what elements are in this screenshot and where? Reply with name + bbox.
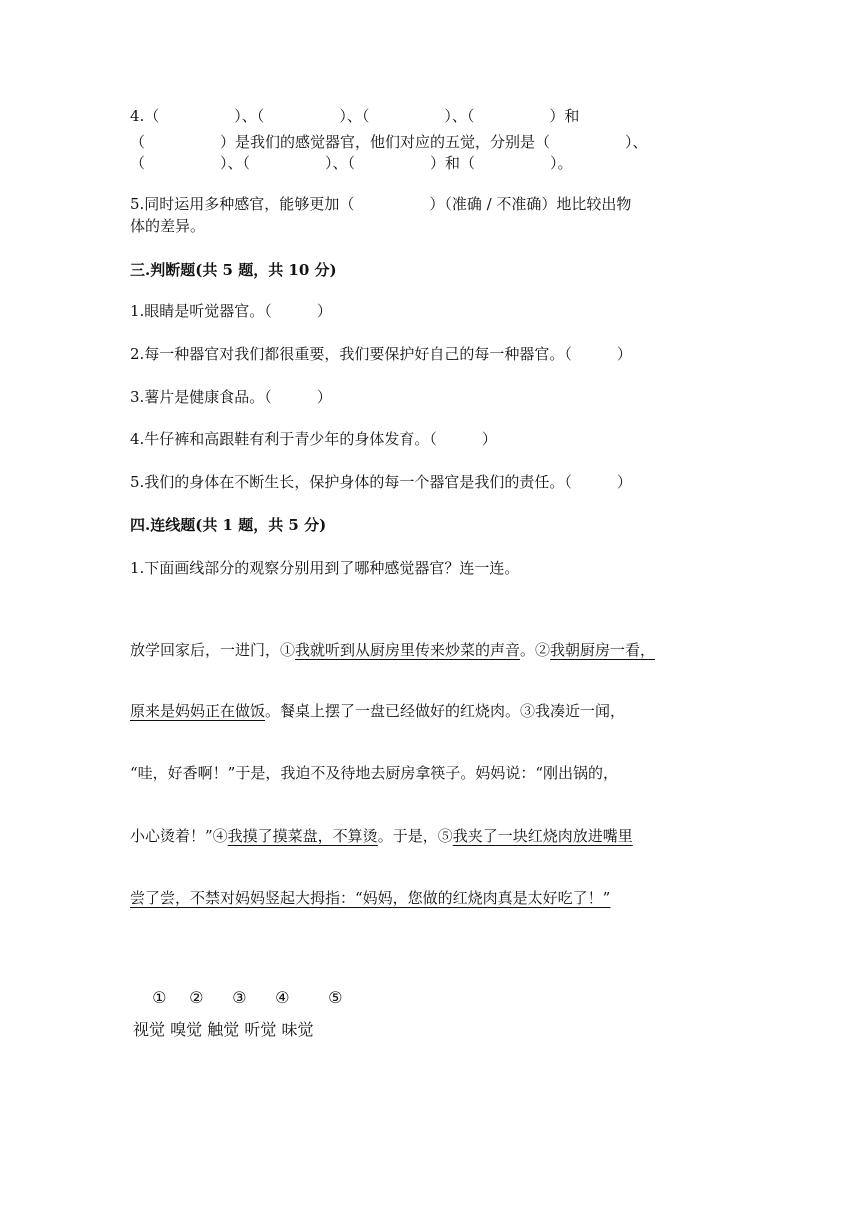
passage-text: 。于是，⑤: [377, 827, 453, 845]
judge-item-3: 3.薯片是健康食品。（ ）: [130, 388, 332, 406]
passage-text: 。②: [520, 641, 551, 659]
sense-option[interactable]: 视觉: [133, 1020, 166, 1039]
q4-line-2: （ ）是我们的感觉器官，他们对应的五觉，分别是（ ）、: [130, 133, 648, 151]
passage-line-2: [130, 701, 625, 721]
underlined-hearing: 我就听到从厨房里传来炒菜的声音: [295, 641, 521, 659]
match-number[interactable]: ③: [232, 988, 247, 1007]
sense-option[interactable]: 听觉: [244, 1020, 277, 1039]
passage-line-1: [130, 640, 655, 660]
underlined-sight: 我朝厨房一看，: [550, 641, 656, 659]
sense-option[interactable]: 嗅觉: [170, 1020, 203, 1039]
sense-option[interactable]: 味觉: [281, 1020, 314, 1039]
match-number[interactable]: ⑤: [328, 988, 343, 1007]
passage-line-3: “哇，好香啊！”于是，我迫不及待地去厨房拿筷子。妈妈说：“刚出锅的，: [130, 764, 619, 782]
underlined-taste: 我夹了一块红烧肉放进嘴里: [452, 827, 633, 845]
passage-line-5: 尝了尝，不禁对妈妈竖起大拇指：“妈妈，您做的红烧肉真是太好吃了！”: [130, 889, 611, 907]
judge-item-5: 5.我们的身体在不断生长，保护身体的每一个器官是我们的责任。（ ）: [130, 473, 632, 491]
section-match-heading: 四.连线题(共 1 题，共 5 分): [130, 516, 327, 534]
passage-text: 小心烫着！”④: [130, 827, 228, 845]
match-number[interactable]: ④: [275, 988, 290, 1007]
section-judge-heading: 三.判断题(共 5 题，共 10 分): [130, 261, 337, 279]
match-sense-row: [133, 1020, 313, 1040]
match-number[interactable]: ①: [152, 988, 167, 1007]
passage-line-4: [130, 826, 633, 846]
q5-line-2: 体的差异。: [130, 217, 206, 235]
q4-line-1: 4.（ ）、（ ）、（ ）、（ ）和: [130, 107, 580, 125]
judge-item-4: 4.牛仔裤和高跟鞋有利于青少年的身体发育。（ ）: [130, 430, 497, 448]
passage-text: 。餐桌上摆了一盘已经做好的红烧肉。③我凑近一闻，: [265, 702, 626, 720]
passage-text: 放学回家后，一进门，①: [130, 641, 296, 659]
judge-item-2: 2.每一种器官对我们都很重要，我们要保护好自己的每一种器官。（ ）: [130, 345, 632, 363]
q5-line-1: 5.同时运用多种感官，能够更加（ ）（准确 / 不准确）地比较出物: [130, 195, 632, 213]
match-question: 1.下面画线部分的观察分别用到了哪种感觉器官？连一连。: [130, 559, 520, 577]
underlined-sight-cont: 原来是妈妈正在做饭: [130, 702, 266, 720]
match-number[interactable]: ②: [189, 988, 204, 1007]
sense-option[interactable]: 触觉: [207, 1020, 240, 1039]
q4-line-3: （ ）、（ ）、（ ）和（ ）。: [130, 154, 573, 172]
judge-item-1: 1.眼睛是听觉器官。（ ）: [130, 302, 332, 320]
underlined-touch: 我摸了摸菜盘，不算烫: [227, 827, 378, 845]
match-number-row: [133, 968, 358, 1028]
